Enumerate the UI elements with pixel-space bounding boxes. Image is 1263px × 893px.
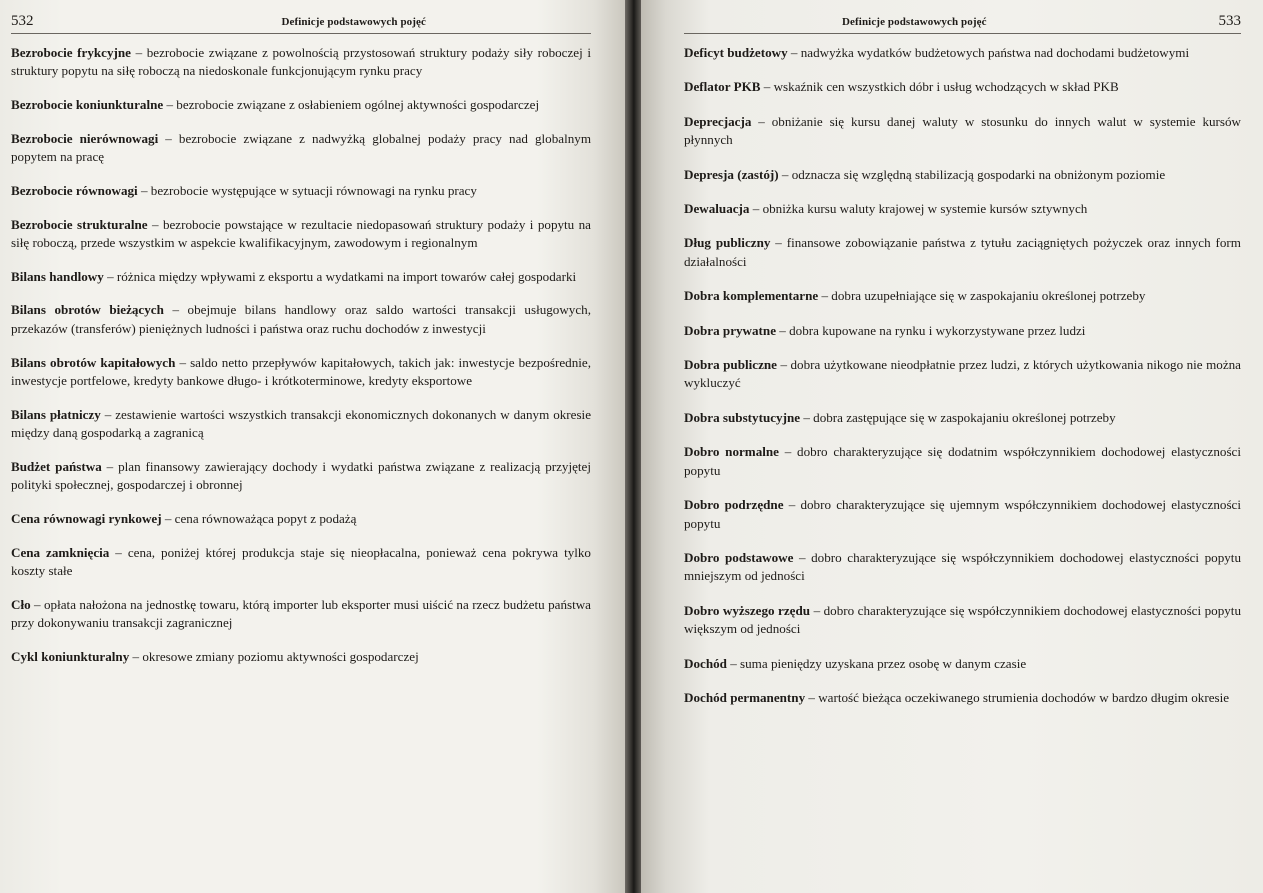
glossary-entry: [684, 78, 1241, 96]
glossary-term: Dobra prywatne: [684, 322, 777, 338]
page-number: 533: [1218, 13, 1241, 29]
glossary-term: Budżet państwa: [11, 458, 102, 474]
glossary-definition: – bezrobocie związane z nadwyżką globalnej podaży pracy nad globalnym popytem na pracę: [11, 130, 591, 165]
glossary-definition: – dobro charakteryzujące się dodatnim współczynnikiem dochodowej elastyczności popytu: [684, 444, 1241, 478]
glossary-term: Deprecjacja: [684, 113, 752, 129]
glossary-list: [684, 44, 1241, 707]
glossary-entry: [11, 182, 591, 200]
glossary-entry: [11, 44, 591, 81]
glossary-term: Dobra substytucyjne: [684, 409, 801, 425]
glossary-entry: [11, 216, 591, 253]
glossary-entry: [684, 234, 1241, 271]
glossary-term: Bezrobocie nierównowagi: [11, 130, 159, 146]
glossary-entry: [684, 655, 1241, 673]
glossary-entry: [684, 689, 1241, 707]
glossary-term: Dobro podstawowe: [684, 549, 794, 565]
glossary-definition: – dobro charakteryzujące się ujemnym współczynnikiem dochodowej elastyczności popytu: [684, 497, 1241, 531]
glossary-definition: – dobro charakteryzujące się współczynnikiem dochodowej elastyczności popytu większym od jedności: [684, 602, 1241, 637]
glossary-definition: – cena równoważąca popyt z podażą: [161, 510, 357, 526]
glossary-entry: [684, 44, 1241, 62]
book-gutter: [625, 0, 641, 893]
glossary-definition: – suma pieniędzy uzyskana przez osobę w danym czasie: [726, 655, 1027, 671]
glossary-entry: [684, 287, 1241, 305]
glossary-definition: – obniżanie się kursu danej waluty w stosunku do innych walut w systemie kursów płynnych: [684, 113, 1241, 148]
glossary-entry: [684, 443, 1241, 480]
glossary-term: Dobra komplementarne: [684, 288, 819, 304]
glossary-term: Depresja (zastój): [684, 166, 779, 182]
glossary-term: Bilans handlowy: [11, 268, 104, 284]
glossary-definition: – okresowe zmiany poziomu aktywności gospodarczej: [129, 648, 419, 664]
glossary-entry: [11, 130, 591, 167]
glossary-definition: – zestawienie wartości wszystkich transakcji ekonomicznych dokonanych w danym okresie między daną gospodarką a zagranicą: [11, 406, 592, 441]
glossary-entry: [684, 113, 1241, 150]
glossary-definition: – wskaźnik cen wszystkich dóbr i usług wchodzących w skład PKB: [760, 79, 1119, 95]
running-title: Definicje podstawowych pojęć: [842, 16, 987, 28]
glossary-definition: – bezrobocie związane z osłabieniem ogólnej aktywności gospodarczej: [163, 97, 540, 113]
left-page-header: [11, 13, 591, 34]
glossary-term: Cena równowagi rynkowej: [11, 510, 162, 526]
glossary-term: Dobra publiczne: [684, 357, 777, 373]
glossary-definition: – obejmuje bilans handlowy oraz saldo wartości transakcji usługowych, przekazów (transferów) pieniężnych ludności i państwa oraz ruchu dochodów z inwestycji: [11, 302, 591, 336]
glossary-definition: – obniżka kursu waluty krajowej w systemie kursów sztywnych: [749, 201, 1088, 217]
glossary-entry: [11, 406, 591, 443]
glossary-entry: [684, 496, 1241, 533]
glossary-term: Dobro normalne: [684, 444, 779, 460]
glossary-term: Bilans obrotów kapitałowych: [11, 354, 176, 370]
glossary-definition: – różnica między wpływami z eksportu a wydatkami na import towarów całej gospodarki: [103, 268, 577, 284]
glossary-entry: [11, 510, 591, 528]
left-page: [0, 0, 625, 893]
glossary-term: Cło: [11, 596, 31, 612]
glossary-definition: – bezrobocie powstające w rezultacie niedopasowań struktury podaży i popytu na siłę roboczą, przede wszystkim w aspekcie kwalifikacyjnym, zawodowym i regionalnym: [11, 216, 591, 251]
glossary-term: Cykl koniunkturalny: [11, 648, 130, 664]
running-title: Definicje podstawowych pojęć: [281, 16, 426, 28]
glossary-term: Dewaluacja: [684, 201, 750, 217]
glossary-entry: [11, 301, 591, 338]
glossary-term: Bilans płatniczy: [11, 406, 101, 422]
glossary-entry: [11, 268, 591, 286]
glossary-definition: – dobro charakteryzujące się współczynnikiem dochodowej elastyczności popytu mniejszym od jedności: [684, 549, 1241, 584]
glossary-definition: – cena, poniżej której produkcja staje się nieopłacalna, ponieważ cena pokrywa tylko koszty stałe: [11, 544, 591, 578]
glossary-definition: – dobra kupowane na rynku i wykorzystywane przez ludzi: [776, 322, 1086, 338]
glossary-definition: – dobra zastępujące się w zaspokajaniu określonej potrzeby: [800, 409, 1116, 425]
glossary-entry: [684, 166, 1241, 184]
glossary-term: Dochód: [684, 655, 727, 671]
right-page-header: [684, 13, 1241, 34]
glossary-list: [11, 44, 591, 666]
glossary-term: Bezrobocie równowagi: [11, 182, 138, 198]
glossary-definition: – odznacza się względną stabilizacją gospodarki na obniżonym poziomie: [778, 166, 1166, 182]
glossary-term: Bezrobocie koniunkturalne: [11, 97, 164, 113]
glossary-entry: [684, 409, 1241, 427]
glossary-term: Bilans obrotów bieżących: [11, 302, 164, 318]
glossary-term: Dobro podrzędne: [684, 497, 784, 513]
glossary-term: Bezrobocie strukturalne: [11, 216, 148, 232]
glossary-entry: [11, 354, 591, 391]
glossary-definition: – nadwyżka wydatków budżetowych państwa nad dochodami budżetowymi: [787, 45, 1190, 60]
glossary-term: Deficyt budżetowy: [684, 45, 788, 60]
glossary-definition: – bezrobocie występujące w sytuacji równowagi na rynku pracy: [137, 182, 477, 198]
glossary-entry: [684, 549, 1241, 586]
glossary-entry: [11, 96, 591, 114]
glossary-definition: – wartość bieżąca oczekiwanego strumienia dochodów w bardzo długim okresie: [805, 689, 1230, 705]
glossary-definition: – dobra uzupełniające się w zaspokajaniu określonej potrzeby: [818, 288, 1146, 304]
glossary-term: Dług publiczny: [684, 235, 771, 251]
glossary-entry: [684, 356, 1241, 393]
glossary-definition: – plan finansowy zawierający dochody i wydatki państwa związane z realizacją przyjętej polityki społecznej, gospodarczej i obronnej: [11, 458, 592, 493]
glossary-entry: [684, 200, 1241, 218]
glossary-entry: [684, 602, 1241, 639]
glossary-term: Bezrobocie frykcyjne: [11, 45, 131, 60]
glossary-entry: [11, 458, 591, 495]
glossary-definition: – opłata nałożona na jednostkę towaru, którą importer lub eksporter musi uiścić na rzecz budżetu państwa przy dokonywaniu transakcji zagranicznej: [11, 596, 591, 631]
glossary-definition: – dobra użytkowane nieodpłatnie przez ludzi, z których użytkowania nikogo nie można wykluczyć: [684, 357, 1241, 391]
right-page: [641, 0, 1263, 893]
glossary-term: Deflator PKB: [684, 79, 761, 95]
glossary-term: Dochód permanentny: [684, 689, 806, 705]
glossary-term: Dobro wyższego rzędu: [684, 602, 811, 618]
glossary-term: Cena zamknięcia: [11, 544, 110, 560]
glossary-entry: [11, 596, 591, 633]
glossary-entry: [11, 544, 591, 581]
glossary-entry: [684, 322, 1241, 340]
glossary-definition: – finansowe zobowiązanie państwa z tytułu zaciągniętych pożyczek oraz innych form działalności: [684, 235, 1241, 269]
glossary-entry: [11, 648, 591, 666]
glossary-definition: – bezrobocie związane z powolnością przystosowań struktury podaży siły roboczej i struktury popytu na siłę roboczą na niedoskonale funkcjonującym rynku pracy: [11, 45, 591, 79]
page-number: 532: [11, 13, 34, 29]
glossary-definition: – saldo netto przepływów kapitałowych, takich jak: inwestycje bezpośrednie, inwestycje portfelowe, kredyty bankowe długo- i krótkoterminowe, kredyty eksportowe: [11, 354, 591, 388]
